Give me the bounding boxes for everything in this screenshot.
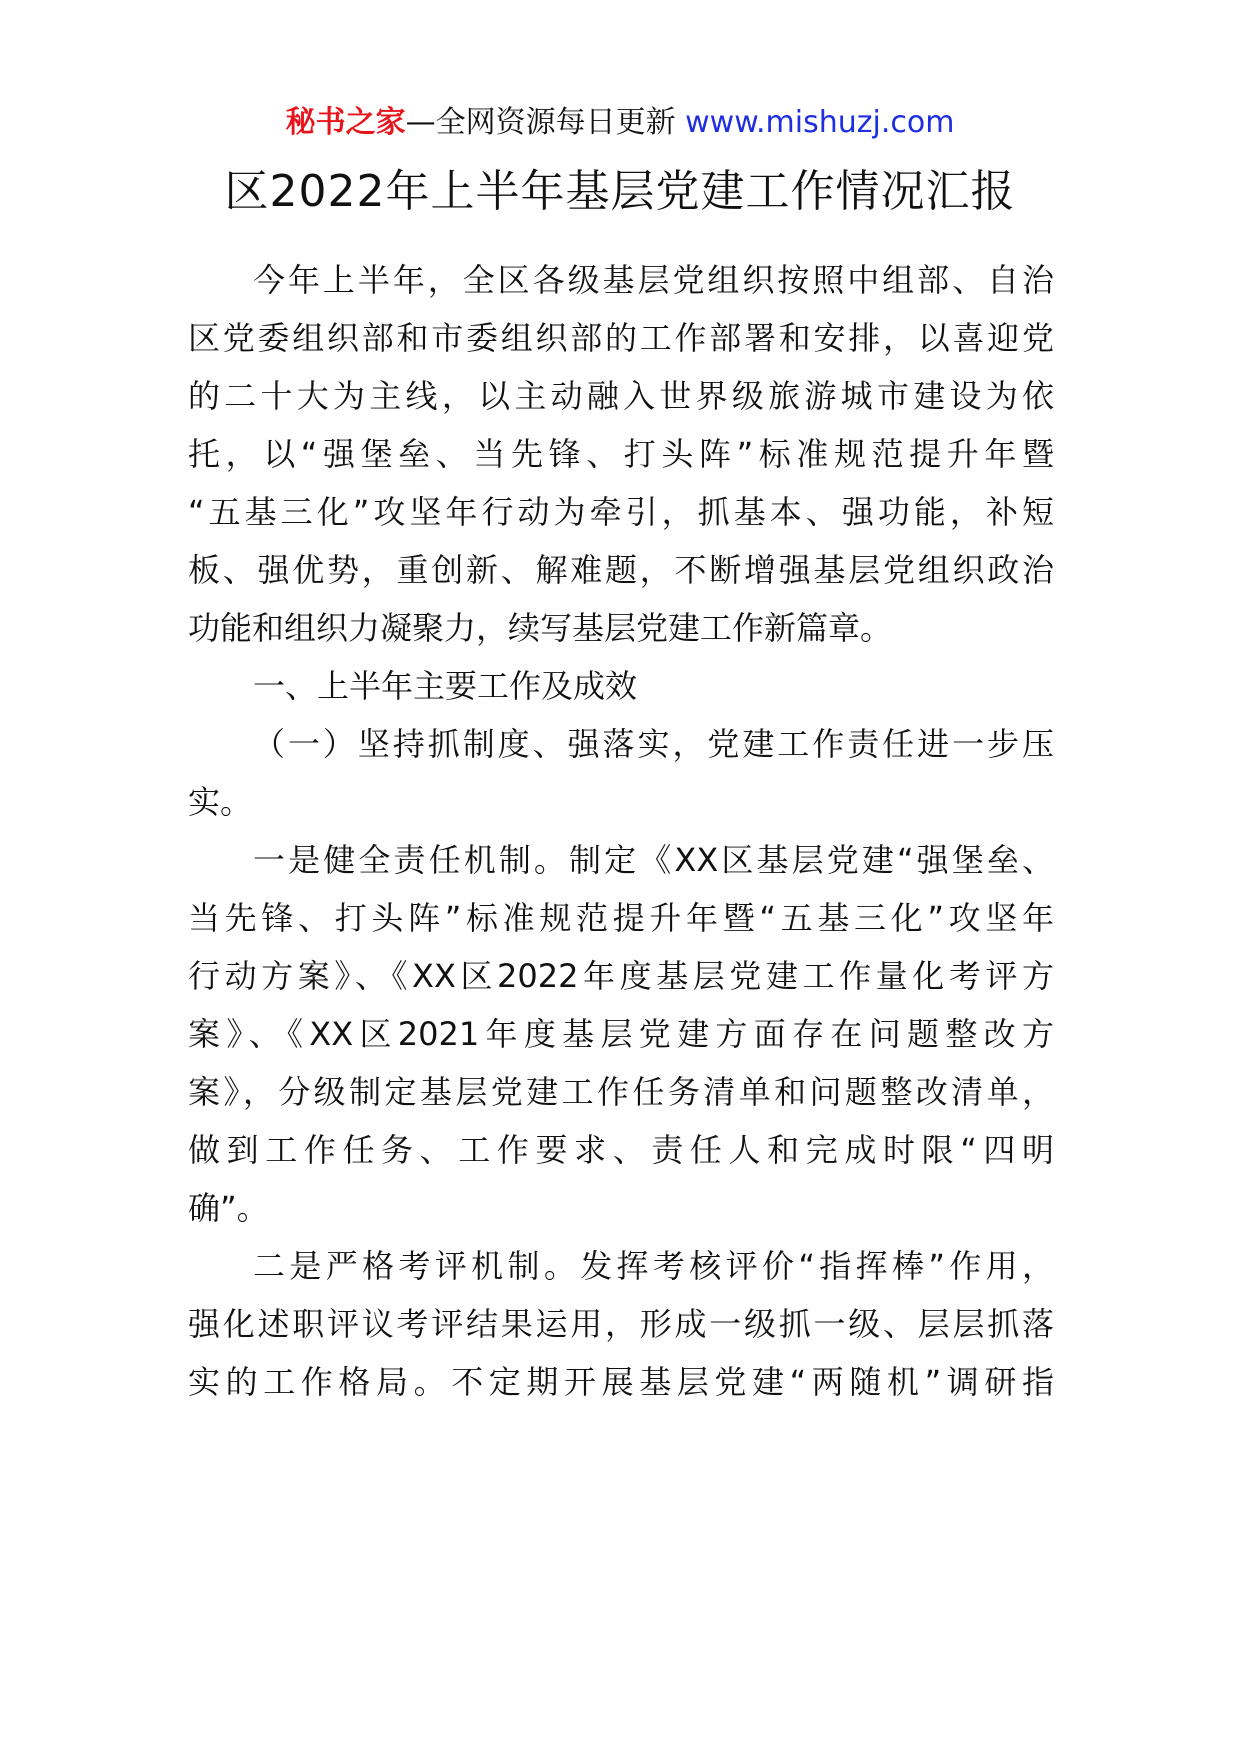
body-line: 行动方案》、《XX区2022年度基层党建工作量化考评方: [188, 957, 1054, 995]
body-line: 区党委组织部和市委组织部的工作部署和安排，以喜迎党: [188, 319, 1054, 357]
subsection-heading: （一）坚持抓制度、强落实，党建工作责任进一步压: [253, 725, 1054, 763]
body-line: 托，以“强堡垒、当先锋、打头阵”标准规范提升年暨: [188, 435, 1054, 473]
body-line: 板、强优势，重创新、解难题，不断增强基层党组织政治: [188, 551, 1054, 589]
body-line: 的二十大为主线，以主动融入世界级旅游城市建设为依: [188, 377, 1054, 415]
body-line: 做到工作任务、工作要求、责任人和完成时限“四明: [188, 1131, 1054, 1169]
site-banner: [0, 103, 1240, 143]
body-line: 强化述职评议考评结果运用，形成一级抓一级、层层抓落: [188, 1305, 1054, 1343]
body-line: 功能和组织力凝聚力，续写基层党建工作新篇章。: [188, 609, 893, 647]
brand-name: 秘书之家: [285, 105, 406, 140]
banner-tagline: —全网资源每日更新: [405, 105, 686, 140]
body-line: 二是严格考评机制。发挥考核评价“指挥棒”作用，: [253, 1247, 1054, 1285]
body-line: 实。: [188, 783, 253, 821]
body-line: 案》，分级制定基层党建工作任务清单和问题整改清单，: [188, 1073, 1054, 1111]
body-line: “五基三化”攻坚年行动为牵引，抓基本、强功能，补短: [188, 493, 1054, 531]
document-title: 区2022年上半年基层党建工作情况汇报: [224, 166, 1016, 217]
body-line: 实的工作格局。不定期开展基层党建“两随机”调研指: [188, 1363, 1054, 1401]
section-heading: 一、上半年主要工作及成效: [253, 667, 638, 705]
body-line: 当先锋、打头阵”标准规范提升年暨“五基三化”攻坚年: [188, 899, 1054, 937]
body-line: 案》、《XX区2021年度基层党建方面存在问题整改方: [188, 1015, 1054, 1053]
site-url-link[interactable]: www.mishuzj.com: [685, 105, 955, 140]
body-line: 确”。: [188, 1189, 269, 1227]
body-line: 今年上半年，全区各级基层党组织按照中组部、自治: [253, 261, 1054, 299]
body-line: 一是健全责任机制。制定《XX区基层党建“强堡垒、: [253, 841, 1054, 879]
